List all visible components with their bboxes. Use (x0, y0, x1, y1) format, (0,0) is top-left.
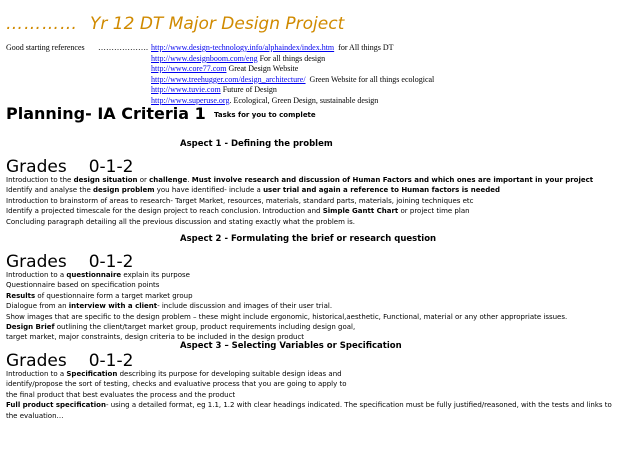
reference-item (151, 64, 434, 75)
body-text: or (137, 176, 150, 184)
title-dots: ………… (6, 14, 78, 34)
body-text: Identify a projected timescale for the design project to reach conclusion. Introduction and (6, 207, 323, 216)
body-text: Dialogue from an (6, 302, 69, 311)
body-text: Show images that are specific to the design problem – these might include ergonomic, historical,aesthetic, Functional, material or any other appropriate issues. (6, 312, 568, 321)
body-line (6, 369, 612, 379)
emphasis-text: user trial and again a reference to Human factors is needed (263, 186, 500, 195)
body-text: Identify and analyse the (6, 186, 94, 195)
body-line (6, 390, 612, 400)
reference-item (151, 75, 434, 86)
references-label: Good starting references (6, 43, 85, 52)
body-text: Introduction to a (6, 370, 67, 378)
body-text: you have identified- include a (154, 186, 264, 195)
emphasis-text: challenge (149, 176, 188, 184)
body-text: Introduction to the (6, 176, 74, 184)
grades-range: 0-1-2 (88, 252, 134, 272)
reference-note: . Ecological, Green Design, sustainable design (229, 95, 379, 105)
body-text: . (187, 176, 192, 184)
body-line (6, 400, 612, 410)
emphasis-text: design problem (93, 186, 155, 195)
body-text: describing its purpose for developing suitable design ideas and (117, 370, 342, 378)
grades-label: Grades (6, 157, 67, 177)
emphasis-text: Full product specification (6, 401, 106, 410)
grades-heading-3 (6, 351, 133, 371)
body-text: or project time plan (398, 207, 470, 216)
reference-item (151, 54, 434, 65)
body-line (6, 291, 567, 301)
aspect-title: Selecting Variables or Specification (231, 341, 402, 351)
body-line (6, 322, 567, 332)
body-text: of questionnaire form a target market group (35, 291, 193, 300)
emphasis-text: questionnaire (66, 271, 122, 279)
aspect-title: Defining the problem (230, 139, 333, 149)
body-text: target market, major constraints, design criteria to be included in the design product (6, 333, 305, 342)
aspect-3-heading (180, 341, 402, 351)
body-line (6, 196, 593, 206)
grades-label: Grades (6, 351, 67, 371)
grades-range: 0-1-2 (88, 351, 134, 371)
body-line (6, 312, 567, 322)
emphasis-text: Design Brief (6, 323, 55, 332)
emphasis-text: design situation (73, 176, 138, 184)
body-text: Concluding paragraph detailing all the previous discussion and stating exactly what the problem is. (6, 217, 355, 226)
grades-label: Grades (6, 252, 67, 272)
reference-note: Future of Design (222, 85, 277, 94)
body-text: - include discussion and images of their user trial. (157, 302, 333, 311)
emphasis-text: Specification (66, 370, 118, 378)
grades-range: 0-1-2 (88, 157, 134, 177)
section-body (6, 175, 593, 227)
title-text: Yr 12 DT Major Design Project (90, 14, 345, 34)
body-text: Introduction to brainstorm of areas to research- Target Market, resources, materials, standard parts, materials, joining techniques etc (6, 196, 474, 205)
body-line (6, 206, 593, 216)
tasks-subheading: Tasks for you to complete (214, 111, 316, 119)
body-text: Introduction to a (6, 271, 67, 279)
grades-heading-1 (6, 157, 133, 177)
reference-note: for All things DT (338, 43, 394, 52)
planning-heading: Planning- IA Criteria 1 (6, 104, 206, 123)
grades-heading-2 (6, 252, 133, 272)
aspect-title: Formulating the brief or research question (230, 234, 437, 244)
reference-link[interactable]: http://www.designboom.com/eng (151, 53, 258, 63)
aspect-dash: - (224, 234, 228, 244)
body-line (6, 217, 593, 227)
body-line (6, 185, 593, 195)
reference-item (151, 85, 434, 96)
body-text: the final product that best evaluates the process and the product (6, 390, 236, 399)
body-line (6, 280, 567, 290)
reference-note: Green Website for all things ecological (309, 74, 435, 84)
emphasis-text: Results (6, 291, 36, 300)
section-body (6, 369, 612, 421)
emphasis-text: Must involve research and discussion of Human Factors and which ones are important in your project (191, 176, 594, 184)
body-text: outlining the client/target market group, product requirements including design goal, (54, 323, 356, 332)
emphasis-text: Simple Gantt Chart (322, 207, 399, 216)
reference-note: For all things design (259, 53, 326, 63)
aspect-2-heading (180, 234, 436, 244)
body-text: identify/propose the sort of testing, checks and evaluative process that you are going to apply to (6, 380, 347, 389)
aspect-dash: – (224, 341, 229, 351)
aspect-1-heading (180, 139, 333, 149)
body-text: the evaluation… (6, 411, 64, 420)
aspect-label: Aspect 2 (180, 234, 222, 244)
reference-link[interactable]: http://www.core77.com (151, 64, 227, 73)
body-line (6, 411, 612, 421)
reference-links (151, 43, 434, 106)
reference-note: Great Design Website (228, 64, 299, 73)
body-text: Questionnaire based on specification points (6, 281, 160, 290)
reference-item (151, 43, 434, 54)
references-dots: ………………. (98, 43, 148, 52)
section-body (6, 270, 567, 343)
body-text: explain its purpose (121, 271, 190, 279)
body-text: - using a detailed format, eg 1.1, 1.2 with clear headings indicated. The specification must be fully justified/reasoned, with the tests and links to (105, 401, 612, 410)
aspect-dash: - (224, 139, 228, 149)
reference-link[interactable]: http://www.superuse.org (151, 95, 230, 105)
body-line (6, 379, 612, 389)
reference-link[interactable]: http://www.treehugger.com/design_architecture/ (151, 74, 306, 84)
aspect-label: Aspect 3 (180, 341, 222, 351)
reference-link[interactable]: http://www.design-technology.info/alphaindex/index.htm (151, 43, 335, 52)
body-line (6, 270, 567, 280)
aspect-label: Aspect 1 (180, 139, 222, 149)
emphasis-text: interview with a client (68, 302, 158, 311)
document-title (6, 14, 344, 34)
body-line (6, 301, 567, 311)
reference-link[interactable]: http://www.tuvie.com (151, 85, 221, 94)
body-line (6, 175, 593, 185)
